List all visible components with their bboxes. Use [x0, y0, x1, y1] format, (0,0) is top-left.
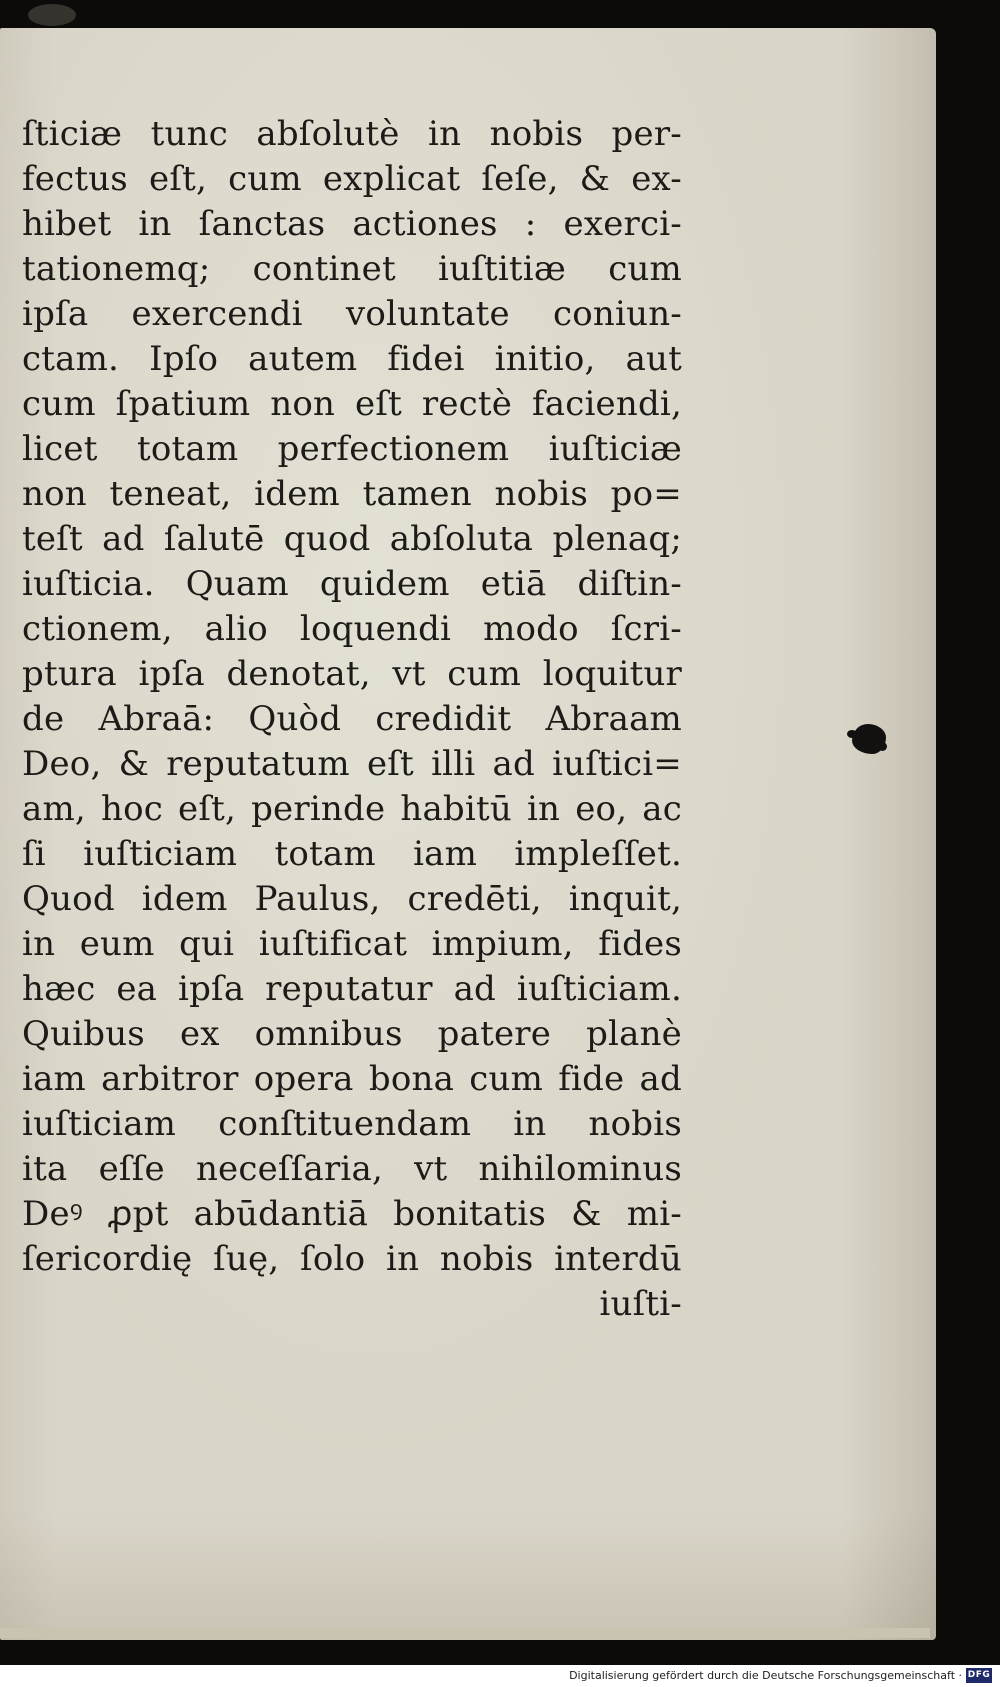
funding-credit: Digitalisierung gefördert durch die Deutsche Forschungsgemeinschaft · — [569, 1669, 962, 1682]
text-line: hæc ea ipſa reputatur ad iuſticiam. — [22, 969, 682, 1009]
text-line: iam arbitror opera bona cum fide ad — [22, 1059, 682, 1099]
text-line: ita eſſe neceſſaria, vt nihilominus — [22, 1149, 682, 1189]
text-line: fectus eſt, cum explicat ſeſe, & ex- — [22, 159, 682, 199]
catchword: iuſti- — [599, 1284, 682, 1324]
text-line: am, hoc eſt, perinde habitū in eo, ac — [22, 789, 682, 829]
text-line: ipſa exercendi voluntate coniun- — [22, 294, 682, 334]
text-line: ctam. Ipſo autem fidei initio, aut — [22, 339, 682, 379]
text-line: iuſticia. Quam quidem etiā diſtin- — [22, 564, 682, 604]
text-line: tationemq; continet iuſtitiæ cum — [22, 249, 682, 289]
text-line: teſt ad ſalutē quod abſoluta plenaq; — [22, 519, 682, 559]
text-line: iuſticiam conſtituendam in nobis — [22, 1104, 682, 1144]
text-line: hibet in ſanctas actiones : exerci- — [22, 204, 682, 244]
footer-bar — [0, 1665, 1000, 1687]
text-line: ſericordię ſuę, ſolo in nobis interdū — [22, 1239, 682, 1279]
text-line: cum ſpatium non eſt rectè faciendi, — [22, 384, 682, 424]
page-text — [22, 112, 682, 1327]
text-line: Deꝰ ꝓpt abūdantiā bonitatis & mi- — [22, 1194, 682, 1234]
corner-smudge — [28, 4, 76, 26]
text-line: non teneat, idem tamen nobis po= — [22, 474, 682, 514]
ink-blot — [852, 724, 886, 754]
text-line: licet totam perfectionem iuſticiæ — [22, 429, 682, 469]
text-line: Deo, & reputatum eſt illi ad iuſtici= — [22, 744, 682, 784]
dfg-logo-icon: DFG — [966, 1668, 992, 1683]
page-bottom-edge — [0, 1628, 930, 1638]
text-line: Quibus ex omnibus patere planè — [22, 1014, 682, 1054]
text-line: in eum qui iuſtificat impium, fides — [22, 924, 682, 964]
text-line: ptura ipſa denotat, vt cum loquitur — [22, 654, 682, 694]
text-line: ſi iuſticiam totam iam impleſſet. — [22, 834, 682, 874]
text-line: Quod idem Paulus, credēti, inquit, — [22, 879, 682, 919]
text-line: ctionem, alio loquendi modo ſcri- — [22, 609, 682, 649]
text-line: ſticiæ tunc abſolutè in nobis per- — [22, 114, 682, 154]
text-line: de Abraā: Quòd credidit Abraam — [22, 699, 682, 739]
